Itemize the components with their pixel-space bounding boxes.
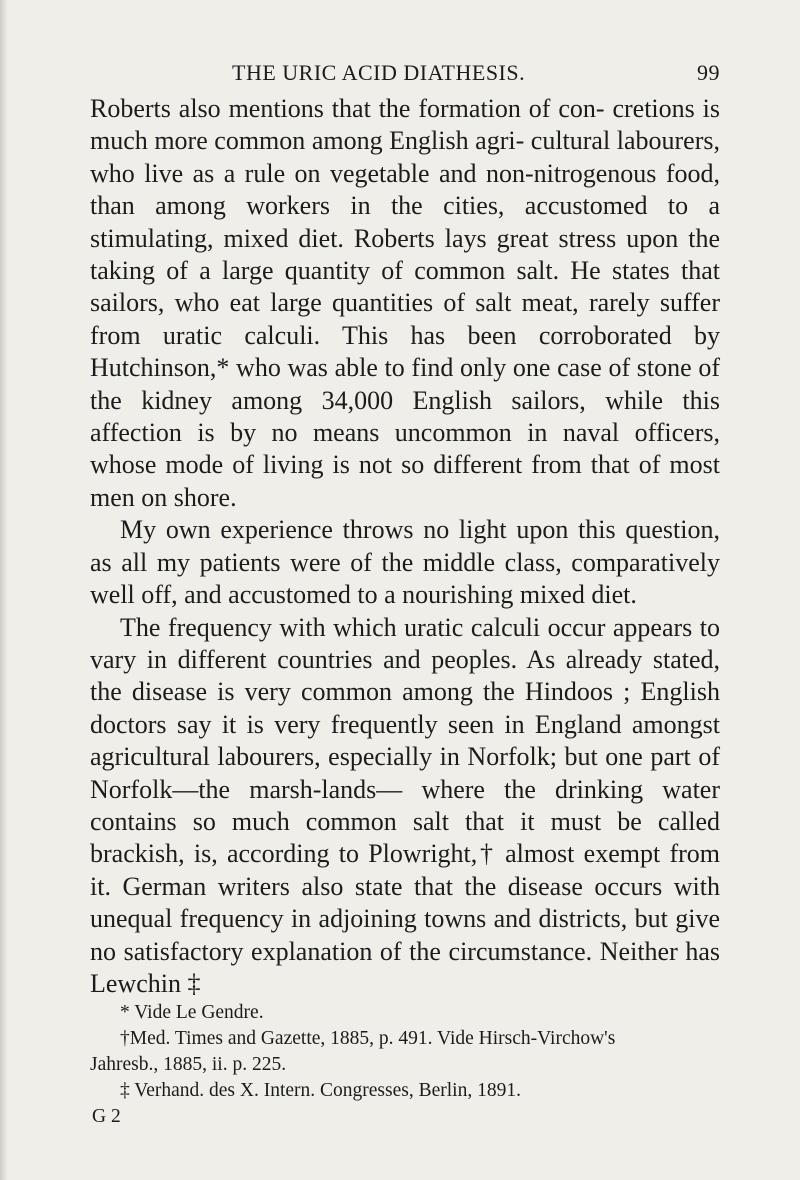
page-number: 99 [697, 60, 720, 85]
page-spine-shadow [0, 0, 8, 1180]
paragraph-2: My own experience throws no light upon this question, as all my patients were of the middle class, comparatively well off, and accustomed to a nourishing mixed diet. [90, 515, 720, 610]
footnotes [90, 1000, 720, 1130]
running-title: THE URIC ACID DIATHESIS. [232, 60, 526, 85]
signature-mark: G 2 [92, 1106, 121, 1127]
body-text [90, 93, 720, 1000]
footnote-1: * Vide Le Gendre. [120, 1002, 264, 1023]
paragraph-1: Roberts also mentions that the formation of con- cretions is much more common among English agri- cultural labourers, who live as a rule on vegetable and non-nitrogenous food, than among workers in the cities, accustomed to a stimulating, mixed diet. Roberts lays great stress upon the taking of a large quantity of common salt. He states that sailors, who eat large quantities of salt meat, rarely suffer from uratic calculi. This has been corroborated by Hutchinson,* who was able to find only one case of stone of the kidney among 34,000 English sailors, while this affection is by no means uncommon in naval officers, whose mode of living is not so different from that of most men on shore. [90, 94, 720, 512]
footnote-2-line-2: Jahresb., 1885, ii. p. 225. [90, 1054, 287, 1075]
paragraph-3: The frequency with which uratic calculi occur appears to vary in different countries and peoples. As already stated, the disease is very common among the Hindoos ; English doctors say it is very frequently seen in England amongst agricultural labourers, especially in Norfolk; but one part of Norfolk—the marsh-lands— where the drinking water contains so much common salt that it must be called brackish, is, according to Plowright,† almost exempt from it. German writers also state that the disease occurs with unequal frequency in adjoining towns and districts, but give no satisfactory explanation of the circumstance. Neither has Lewchin ‡ [90, 612, 720, 998]
footnote-2-line-1: †Med. Times and Gazette, 1885, p. 491. Vide Hirsch-Virchow's [120, 1028, 616, 1049]
footnote-3: ‡ Verhand. des X. Intern. Congresses, Berlin, 1891. [120, 1080, 521, 1101]
